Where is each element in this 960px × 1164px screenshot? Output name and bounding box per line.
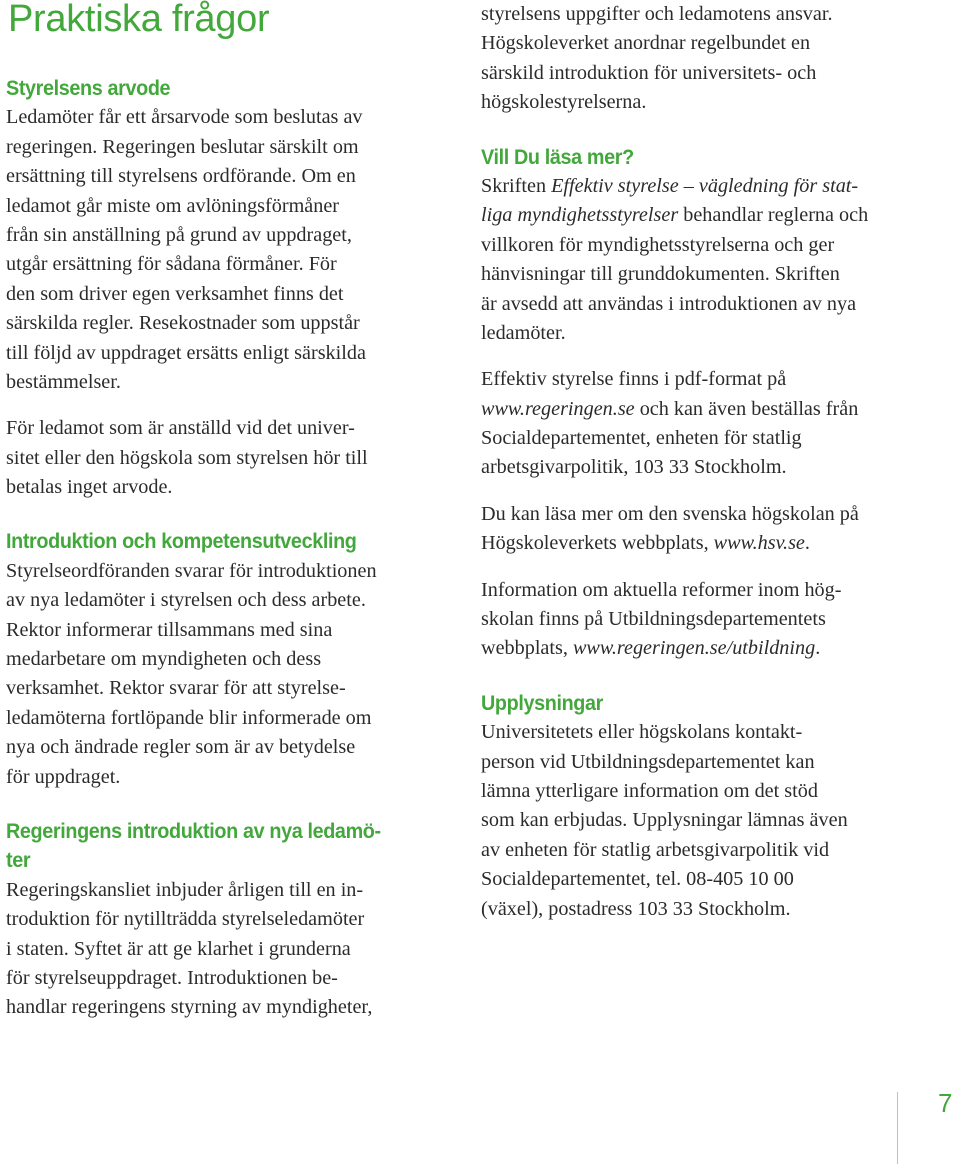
paragraph-regeringens-introduktion [6, 876, 454, 1023]
text-line: från sin anställning på grund av uppdraget, [6, 223, 352, 246]
text-run: webbplats, [481, 637, 573, 660]
heading-line: ter [6, 848, 31, 873]
text-run: Högskoleverkets webbplats, [481, 532, 714, 555]
text-line: av enheten för statlig arbetsgivarpolitik vid [481, 838, 830, 861]
url-utbildning[interactable]: www.regeringen.se/utbildning [572, 637, 816, 660]
text-line: Regeringskansliet inbjuder årligen till en in- [6, 878, 364, 901]
text-line: Styrelseordföranden svarar för introduktionen [6, 559, 377, 582]
heading-line: Vill Du läsa mer? [481, 144, 634, 169]
paragraph-skriften [481, 172, 941, 348]
text-line: villkoren för myndighetsstyrelserna och ger [481, 233, 835, 256]
text-line: av nya ledamöter i styrelsen och dess arbete. [6, 589, 366, 612]
text-line: ledamöter. [481, 321, 566, 344]
text-line: särskild introduktion för universitets- och [481, 61, 817, 84]
section-heading-introduktion [6, 527, 454, 556]
text-line: sitet eller den högskola som styrelsen hör till [6, 446, 368, 469]
text-line [481, 172, 941, 201]
text-line: hänvisningar till grunddokumenten. Skriften [481, 263, 840, 286]
paragraph-continued [481, 0, 941, 118]
paragraph-reformer [481, 576, 941, 664]
text-line: verksamhet. Rektor svarar för att styrelse- [6, 677, 346, 700]
text-line: troduktion för nytillträdda styrelseledamöter [6, 908, 365, 931]
paragraph-pdf-format [481, 365, 941, 483]
paragraph-arvode-2 [6, 414, 454, 502]
text-line: Du kan läsa mer om den svenska högskolan på [481, 502, 859, 525]
text-run: Skriften [481, 174, 552, 197]
text-line: Ledamöter får ett årsarvode som beslutas av [6, 106, 363, 129]
text-line: ledamot går miste om avlöningsförmåner [6, 194, 340, 217]
section-heading-regeringens-introduktion [6, 817, 454, 876]
publication-title: liga myndighetsstyrelser [481, 204, 679, 227]
text-line: betalas inget arvode. [6, 476, 173, 499]
text-line: Effektiv styrelse finns i pdf-format på [481, 368, 787, 391]
section-heading-vill-du-lasa-mer [481, 143, 941, 172]
page-number-rule [897, 1092, 898, 1164]
text-line: till följd av uppdraget ersätts enligt särskilda [6, 341, 366, 364]
text-line [481, 395, 941, 424]
text-line: Högskoleverket anordnar regelbundet en [481, 32, 811, 55]
text-line: särskilda regler. Resekostnader som uppstår [6, 312, 360, 335]
text-line: ersättning till styrelsens ordförande. Om en [6, 165, 356, 188]
paragraph-upplysningar [481, 718, 941, 924]
text-line: är avsedd att användas i introduktionen av nya [481, 292, 857, 315]
text-line: medarbetare om myndigheten och dess [6, 648, 322, 671]
text-line: Information om aktuella reformer inom hög- [481, 578, 842, 601]
text-line: (växel), postadress 103 33 Stockholm. [481, 897, 791, 920]
heading-line: Styrelsens arvode [6, 76, 171, 100]
text-line: Universitetets eller högskolans kontakt- [481, 721, 803, 744]
text-line [481, 529, 941, 558]
text-run: behandlar reglerna och [678, 204, 869, 227]
left-column [6, 74, 454, 1023]
text-run: . [804, 532, 810, 555]
text-line: person vid Utbildningsdepartementet kan [481, 750, 815, 773]
text-line [481, 634, 941, 663]
heading-line: Introduktion och kompetensutveckling [6, 529, 357, 554]
text-line: handlar regeringens styrning av myndigheter, [6, 996, 373, 1019]
text-line: lämna ytterligare information om det stöd [481, 779, 818, 802]
text-line: för uppdraget. [6, 765, 121, 788]
text-line: styrelsens uppgifter och ledamotens ansvar. [481, 3, 833, 25]
text-line: i staten. Syftet är att ge klarhet i grunderna [6, 937, 351, 960]
text-line: skolan finns på Utbildningsdepartementets [481, 608, 826, 631]
paragraph-introduktion [6, 557, 454, 792]
text-line: nya och ändrade regler som är av betydelse [6, 736, 356, 759]
text-line: Socialdepartementet, tel. 08-405 10 00 [481, 868, 794, 891]
text-line: högskolestyrelserna. [481, 91, 647, 114]
text-line: utgår ersättning för sådana förmåner. För [6, 253, 337, 276]
text-line: arbetsgivarpolitik, 103 33 Stockholm. [481, 456, 787, 479]
text-line: regeringen. Regeringen beslutar särskilt om [6, 135, 359, 158]
right-column [481, 0, 941, 924]
url-hsv[interactable]: www.hsv.se [713, 532, 805, 555]
text-line: som kan erbjudas. Upplysningar lämnas även [481, 809, 848, 832]
text-line: bestämmelser. [6, 370, 121, 393]
text-line: Rektor informerar tillsammans med sina [6, 618, 333, 641]
text-line: ledamöterna fortlöpande blir informerade om [6, 706, 372, 729]
text-run: och kan även beställas från [634, 397, 859, 420]
paragraph-arvode-1 [6, 103, 454, 397]
text-line [481, 201, 941, 230]
section-heading-upplysningar [481, 689, 941, 718]
heading-line: Upplysningar [481, 690, 603, 715]
section-heading-arvode [6, 74, 454, 103]
text-line: Socialdepartementet, enheten för statlig [481, 427, 802, 450]
paragraph-hogskoleverket [481, 500, 941, 559]
text-line: för styrelseuppdraget. Introduktionen be- [6, 966, 338, 989]
text-run: . [815, 637, 821, 660]
text-line: För ledamot som är anställd vid det univer- [6, 417, 355, 440]
heading-line: Regeringens introduktion av nya ledamö- [6, 818, 381, 843]
page-title: Praktiska frågor [8, 0, 270, 40]
page-number: 7 [938, 1088, 953, 1118]
url-regeringen[interactable]: www.regeringen.se [481, 397, 635, 420]
text-line: den som driver egen verksamhet finns det [6, 282, 344, 305]
publication-title: Effektiv styrelse – vägledning för stat- [551, 174, 859, 197]
